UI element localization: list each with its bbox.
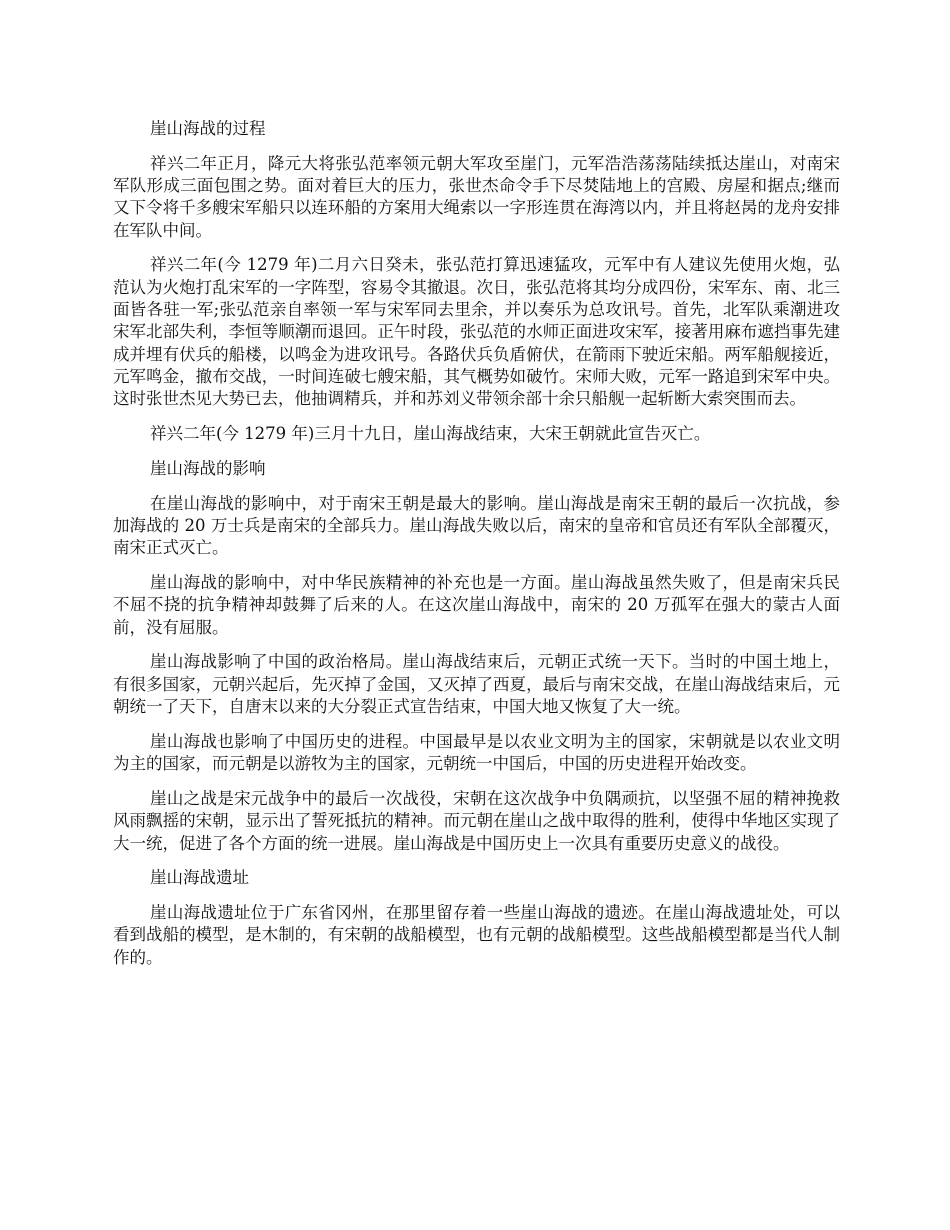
paragraph: 崖山海战遗址位于广东省冈州，在那里留存着一些崖山海战的遗迹。在崖山海战遗址处，可以看到战船的模型，是木制的，有宋朝的战船模型，也有元朝的战船模型。这些战船模型都是当代人制作的。 [113, 903, 840, 967]
paragraph: 崖山海战的影响中，对中华民族精神的补充也是一方面。崖山海战虽然失败了，但是南宋兵民不屈不挠的抗争精神却鼓舞了后来的人。在这次崖山海战中，南宋的 20 万孤军在强大的蒙古人面前，没有屈服。 [113, 573, 840, 637]
section-heading-process: 崖山海战的过程 [150, 119, 266, 138]
paragraph: 祥兴二年正月，降元大将张弘范率领元朝大军攻至崖门，元军浩浩荡荡陆续抵达崖山，对南宋军队形成三面包围之势。面对着巨大的压力，张世杰命令手下尽焚陆地上的宫殿、房屋和据点;继而又下令将千多艘宋军船只以连环船的方案用大绳索以一字形连贯在海湾以内，并且将赵昺的龙舟安排在军队中间。 [113, 153, 840, 240]
document-page [113, 118, 840, 982]
paragraph: 祥兴二年(今 1279 年)三月十九日，崖山海战结束，大宋王朝就此宣告灭亡。 [150, 424, 711, 444]
paragraph: 在崖山海战的影响中，对于南宋王朝是最大的影响。崖山海战是南宋王朝的最后一次抗战，参加海战的 20 万士兵是南宋的全部兵力。崖山海战失败以后，南宋的皇帝和官员还有军队全部覆灭，南宋正式灭亡。 [113, 493, 840, 558]
paragraph: 崖山海战影响了中国的政治格局。崖山海战结束后，元朝正式统一天下。当时的中国土地上，有很多国家，元朝兴起后，先灭掉了金国，又灭掉了西夏，最后与南宋交战，在崖山海战结束后，元朝统一了天下，自唐末以来的大分裂正式宣告结束，中国大地又恢复了大一统。 [113, 652, 840, 717]
section-heading-site: 崖山海战遗址 [150, 868, 249, 888]
paragraph: 祥兴二年(今 1279 年)二月六日癸未，张弘范打算迅速猛攻，元军中有人建议先使用火炮，弘范认为火炮打乱宋军的一字阵型，容易令其撤退。次日，张弘范将其均分成四份，宋军东、南、北三面皆各驻一军;张弘范亲自率领一军与宋军同去里余，并以奏乐为总攻讯号。首先，北军队乘潮进攻宋军北部失利，李恒等顺潮而退回。正午时段，张弘范的水师正面进攻宋军，接著用麻布遮挡事先建成并埋有伏兵的船楼，以鸣金为进攻讯号。各路伏兵负盾俯伏，在箭雨下驶近宋船。两军船舰接近，元军鸣金，撤布交战，一时间连破七艘宋船，其气概势如破竹。宋师大败，元军一路追到宋军中央。这时张世杰见大势已去，他抽调精兵，并和苏刘义带领余部十余只船舰一起斩断大索突围而去。 [113, 255, 840, 409]
section-heading-impact: 崖山海战的影响 [150, 458, 266, 478]
paragraph: 崖山之战是宋元战争中的最后一次战役，宋朝在这次战争中负隅顽抗，以坚强不屈的精神挽救风雨飘摇的宋朝，显示出了誓死抵抗的精神。而元朝在崖山之战中取得的胜利，使得中华地区实现了大一统，促进了各个方面的统一进展。崖山海战是中国历史上一次具有重要历史意义的战役。 [113, 788, 840, 853]
paragraph: 崖山海战也影响了中国历史的进程。中国最早是以农业文明为主的国家，宋朝就是以农业文明为主的国家，而元朝是以游牧为主的国家，元朝统一中国后，中国的历史进程开始改变。 [113, 731, 840, 774]
